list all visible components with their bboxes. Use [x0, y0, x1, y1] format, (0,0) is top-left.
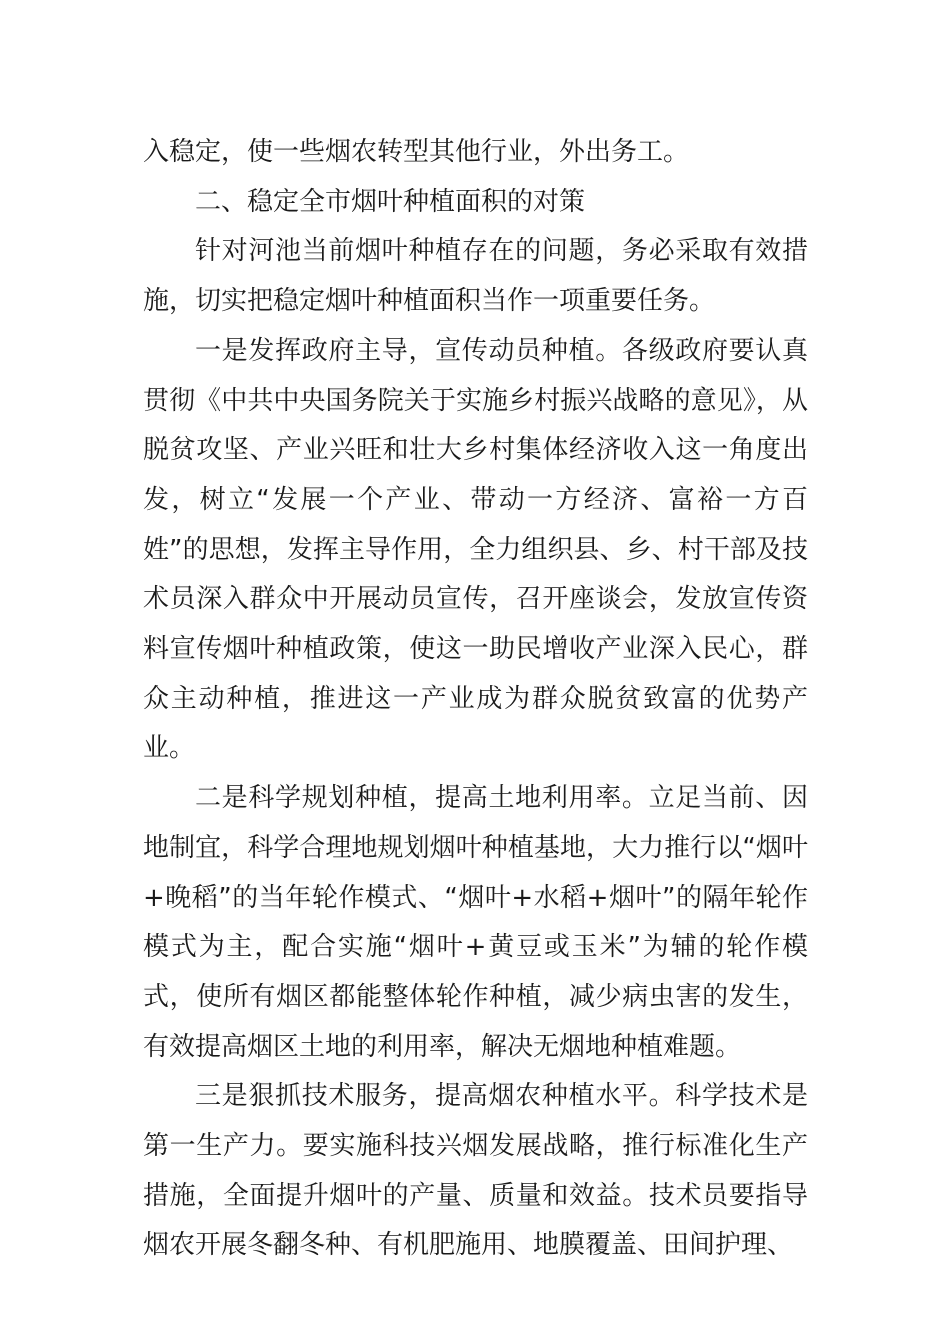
document-body: [143, 128, 808, 1271]
paragraph: 一是发挥政府主导，宣传动员种植。各级政府要认真贯彻《中共中央国务院关于实施乡村振兴战略的意见》，从脱贫攻坚、产业兴旺和壮大乡村集体经济收入这一角度出发，树立“发展一个产业、带动一方经济、富裕一方百姓”的思想，发挥主导作用，全力组织县、乡、村干部及技术员深入群众中开展动员宣传，召开座谈会，发放宣传资料宣传烟叶种植政策，使这一助民增收产业深入民心，群众主动种植，推进这一产业成为群众脱贫致富的优势产业。: [143, 335, 808, 764]
paragraph: 入稳定，使一些烟农转型其他行业，外出务工。: [143, 137, 690, 167]
paragraph: 针对河池当前烟叶种植存在的问题，务必采取有效措施，切实把稳定烟叶种植面积当作一项重要任务。: [143, 236, 808, 317]
paragraph: 二是科学规划种植，提高土地利用率。立足当前、因地制宜，科学合理地规划烟叶种植基地，大力推行以“烟叶+晚稻”的当年轮作模式、“烟叶+水稻+烟叶”的隔年轮作模式为主，配合实施“烟叶+黄豆或玉米”为辅的轮作模式，使所有烟区都能整体轮作种植，减少病虫害的发生，有效提高烟区土地的利用率，解决无烟地种植难题。: [143, 783, 808, 1062]
section-heading: 二、稳定全市烟叶种植面积的对策: [195, 186, 586, 217]
paragraph: 三是狠抓技术服务，提高烟农种植水平。科学技术是第一生产力。要实施科技兴烟发展战略，推行标准化生产措施，全面提升烟叶的产量、质量和效益。技术员要指导烟农开展冬翻冬种、有机肥施用、地膜覆盖、田间护理、: [143, 1081, 808, 1261]
